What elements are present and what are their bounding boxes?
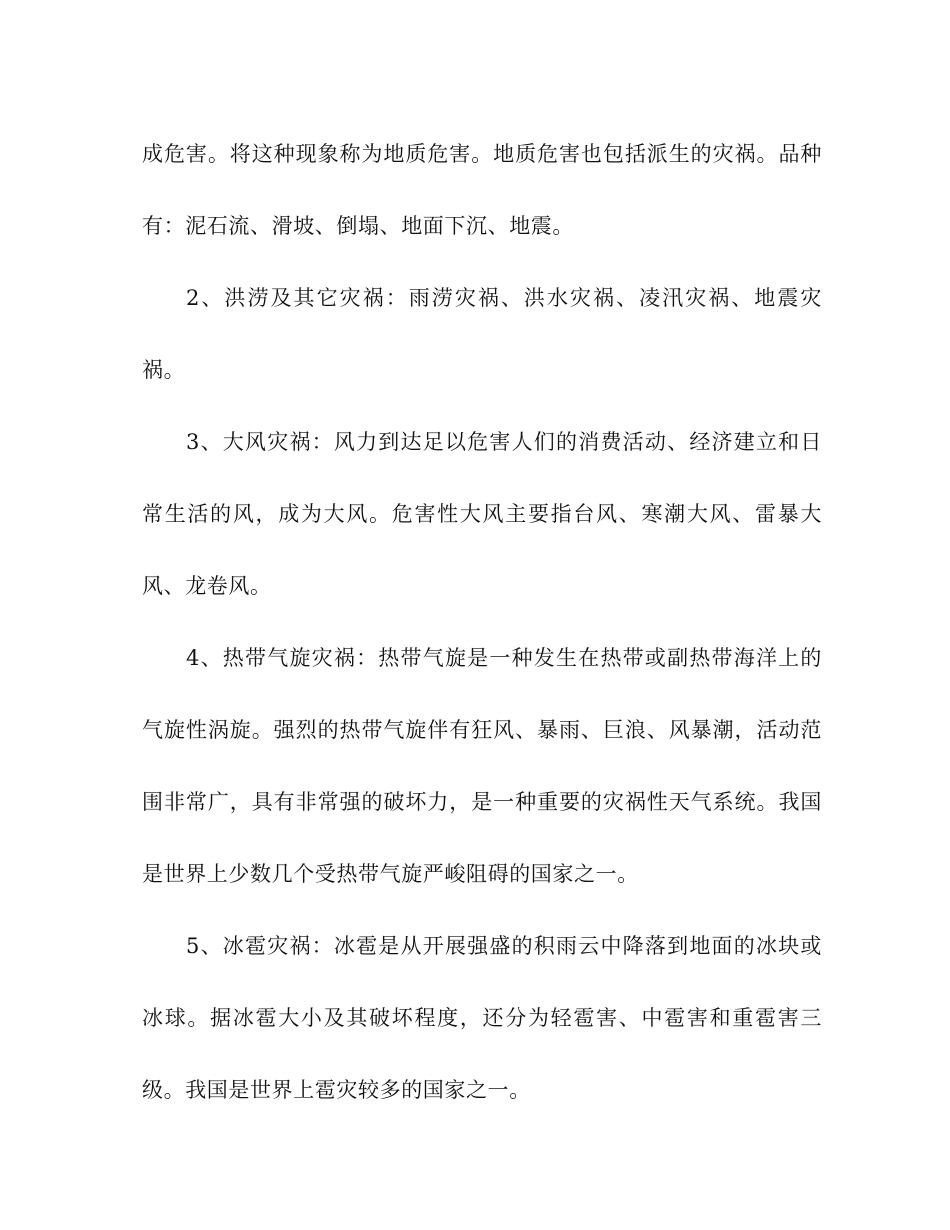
paragraph-geological-hazards-continued: 成危害。将这种现象称为地质危害。地质危害也包括派生的灾祸。品种有：泥石流、滑坡、倒塌、地面下沉、地震。 bbox=[142, 142, 822, 238]
document-body bbox=[142, 118, 822, 1126]
paragraph-tropical-cyclone-disasters: 4、热带气旋灾祸：热带气旋是一种发生在热带或副热带海洋上的气旋性涡旋。强烈的热带气旋伴有狂风、暴雨、巨浪、风暴潮，活动范围非常广，具有非常强的破坏力，是一种重要的灾祸性天气系统。我国是世界上少数几个受热带气旋严峻阻碍的国家之一。 bbox=[142, 646, 822, 886]
paragraph-flood-disasters: 2、洪涝及其它灾祸：雨涝灾祸、洪水灾祸、凌汛灾祸、地震灾祸。 bbox=[142, 286, 822, 382]
paragraph-gale-disasters: 3、大风灾祸：风力到达足以危害人们的消费活动、经济建立和日常生活的风，成为大风。危害性大风主要指台风、寒潮大风、雷暴大风、龙卷风。 bbox=[142, 430, 822, 598]
paragraph-hail-disasters: 5、冰雹灾祸：冰雹是从开展强盛的积雨云中降落到地面的冰块或冰球。据冰雹大小及其破坏程度，还分为轻雹害、中雹害和重雹害三级。我国是世界上雹灾较多的国家之一。 bbox=[142, 934, 822, 1102]
